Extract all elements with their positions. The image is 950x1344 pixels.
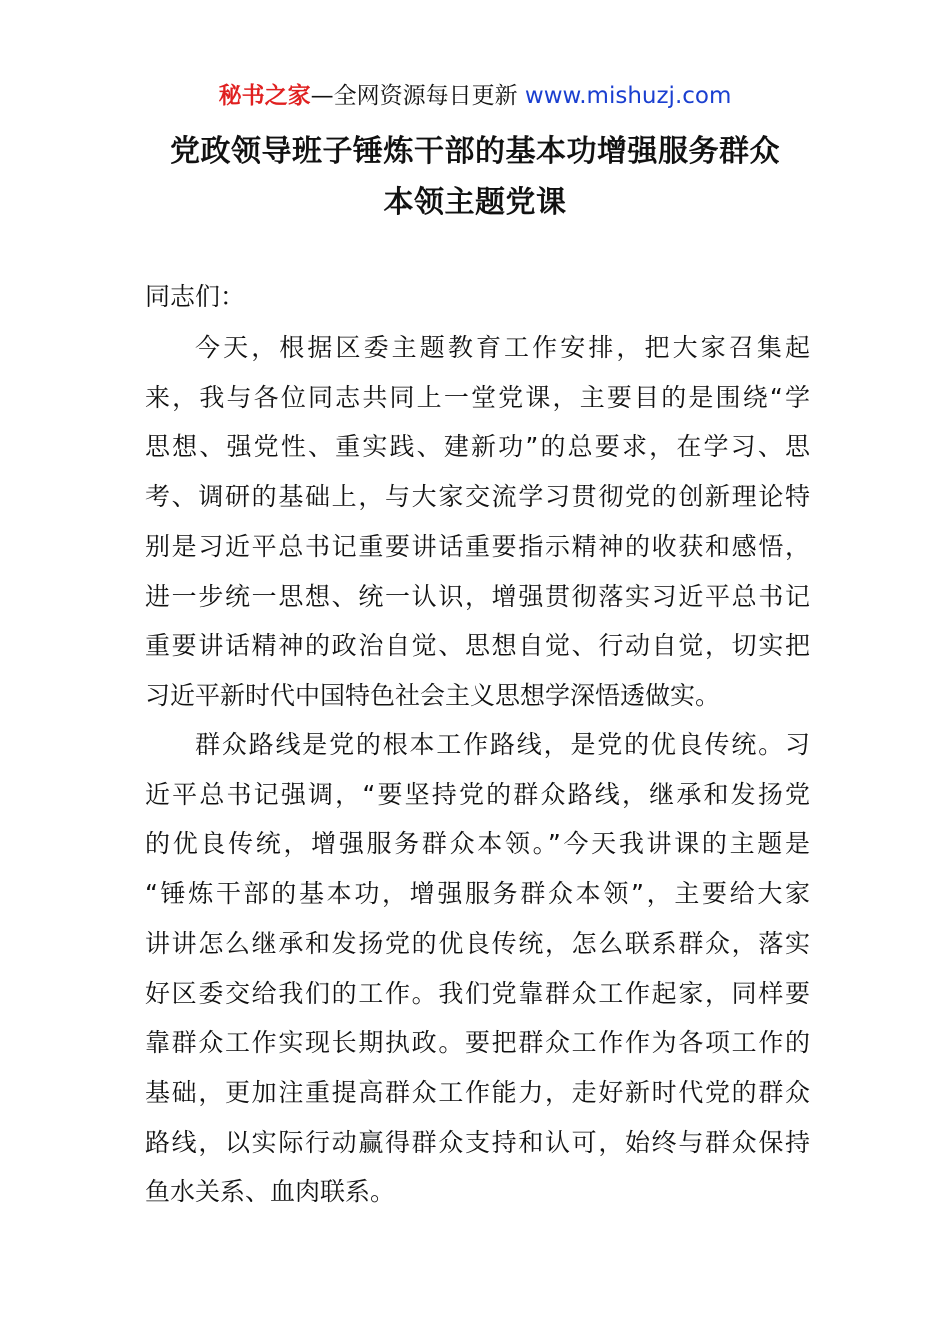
paragraph-line: 进一步统一思想、统一认识，增强贯彻落实习近平总书记: [145, 581, 810, 611]
paragraph-line: 近平总书记强调，“要坚持党的群众路线，继承和发扬党: [145, 779, 810, 809]
paragraph-line: 基础，更加注重提高群众工作能力，走好新时代党的群众: [145, 1077, 810, 1107]
paragraph-line: 路线，以实际行动赢得群众支持和认可，始终与群众保持: [145, 1127, 810, 1157]
paragraph-line: 讲讲怎么继承和发扬党的优良传统，怎么联系群众，落实: [145, 928, 810, 958]
site-url-link[interactable]: www.mishuzj.com: [524, 83, 732, 109]
document-title: [145, 126, 805, 228]
paragraph-line: 考、调研的基础上，与大家交流学习贯彻党的创新理论特: [145, 482, 810, 512]
paragraph-line: “锤炼干部的基本功，增强服务群众本领”，主要给大家: [145, 879, 810, 909]
paragraph-line: 今天，根据区委主题教育工作安排，把大家召集起: [195, 333, 810, 362]
title-line: 本领主题党课: [383, 185, 567, 220]
paragraph-line: 习近平新时代中国特色社会主义思想学深悟透做实。: [145, 680, 721, 710]
paragraph-line: 靠群众工作实现长期执政。要把群众工作作为各项工作的: [145, 1028, 810, 1058]
paragraph-line: 别是习近平总书记重要讲话重要指示精神的收获和感悟，: [145, 531, 810, 561]
site-brand: 秘书之家: [218, 83, 311, 109]
paragraph-line: 重要讲话精神的政治自觉、思想自觉、行动自觉，切实把: [145, 631, 810, 661]
site-tagline: —全网资源每日更新: [310, 83, 518, 109]
paragraph-line: 思想、强党性、重实践、建新功”的总要求，在学习、思: [145, 432, 810, 462]
paragraph-line: 好区委交给我们的工作。我们党靠群众工作起家，同样要: [145, 978, 810, 1008]
site-header: [0, 80, 950, 112]
paragraph-line: 群众路线是党的根本工作路线，是党的优良传统。习: [195, 730, 810, 759]
paragraph-line: 的优良传统，增强服务群众本领。”今天我讲课的主题是: [145, 829, 810, 859]
title-line: 党政领导班子锤炼干部的基本功增强服务群众: [170, 134, 780, 169]
salutation: 同志们：: [145, 282, 246, 311]
paragraph-1: [145, 323, 810, 721]
paragraph-line: 鱼水关系、血肉联系。: [145, 1177, 396, 1207]
paragraph-line: 来，我与各位同志共同上一堂党课，主要目的是围绕“学: [145, 382, 810, 412]
paragraph-2: [145, 720, 810, 1217]
